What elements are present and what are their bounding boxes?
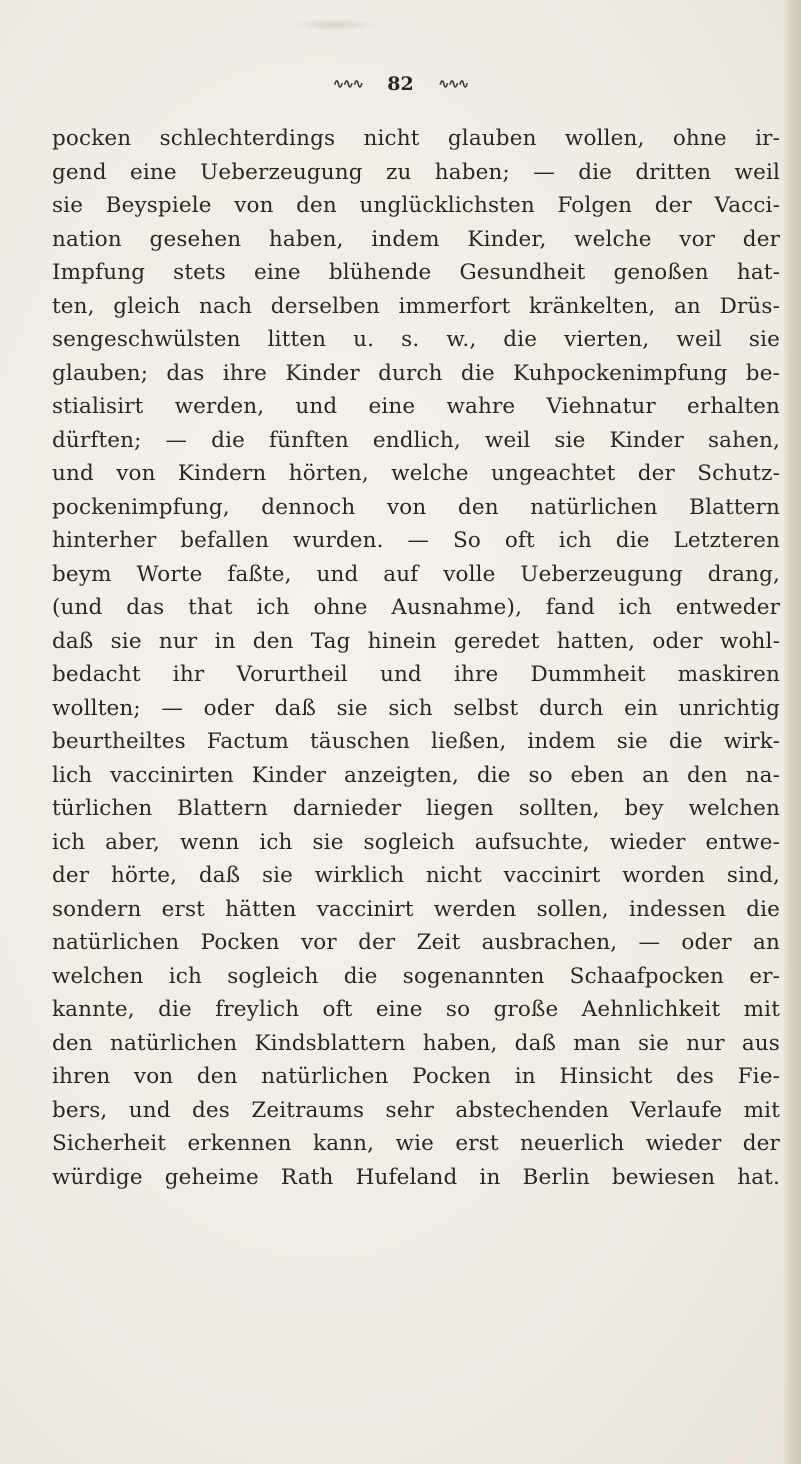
text-line: sondern erst hätten vaccinirt werden sollen, indessen die — [52, 896, 780, 922]
text-line: wollten; — oder daß sie sich selbst durch ein unrichtig — [52, 695, 780, 721]
text-line: welchen ich sogleich die sogenannten Schaafpocken er- — [52, 963, 780, 989]
text-line: (und das that ich ohne Ausnahme), fand ich entweder — [52, 595, 780, 620]
text-line: natürlichen Pocken vor der Zeit ausbrachen, — oder an — [52, 930, 780, 955]
text-line: der hörte, daß sie wirklich nicht vaccinirt worden sind, — [52, 863, 780, 888]
text-line: ten, gleich nach derselben immerfort kränkelten, an Drüs- — [52, 293, 780, 319]
page-header — [0, 72, 801, 100]
text-line: nation gesehen haben, indem Kinder, welche vor der — [52, 226, 780, 252]
text-line: ihren von den natürlichen Pocken in Hinsicht des Fie- — [52, 1064, 780, 1089]
text-line: sengeschwülsten litten u. s. w., die vierten, weil sie — [52, 327, 780, 352]
page-number: 82 — [387, 73, 414, 95]
text-line: glauben; das ihre Kinder durch die Kuhpockenimpfung be- — [52, 360, 780, 386]
text-line: dürften; — die fünften endlich, weil sie Kinder sahen, — [52, 427, 780, 453]
text-line: pockenimpfung, dennoch von den natürlichen Blattern — [52, 494, 780, 520]
text-line: beym Worte faßte, und auf volle Ueberzeugung drang, — [52, 561, 780, 587]
text-line: hinterher befallen wurden. — So oft ich die Letzteren — [52, 528, 780, 553]
text-line: und von Kindern hörten, welche ungeachtet der Schutz- — [52, 461, 780, 486]
text-line: bedacht ihr Vorurtheil und ihre Dummheit maskiren — [52, 662, 780, 687]
text-line: sie Beyspiele von den unglücklichsten Folgen der Vacci- — [52, 193, 780, 218]
text-line: daß sie nur in den Tag hinein geredet hatten, oder wohl- — [52, 628, 780, 654]
paper-stain — [290, 18, 380, 32]
text-line: pocken schlechterdings nicht glauben wollen, ohne ir- — [52, 126, 780, 151]
page-edge-shadow — [783, 0, 801, 1464]
text-line: Sicherheit erkennen kann, wie erst neuerlich wieder der — [52, 1131, 780, 1156]
text-line: stialisirt werden, und eine wahre Viehnatur erhalten — [52, 394, 780, 419]
text-line: gend eine Ueberzeugung zu haben; — die dritten weil — [52, 159, 780, 185]
text-line: den natürlichen Kindsblattern haben, daß man sie nur aus — [52, 1030, 780, 1056]
text-line: würdige geheime Rath Hufeland in Berlin bewiesen hat. — [52, 1164, 780, 1190]
body-text — [52, 122, 780, 1194]
text-line: kannte, die freylich oft eine so große Aehnlichkeit mit — [52, 997, 780, 1022]
text-line: Impfung stets eine blühende Gesundheit genoßen hat- — [52, 260, 780, 285]
text-line: ich aber, wenn ich sie sogleich aufsuchte, wieder entwe- — [52, 829, 780, 855]
ornament-right: ∿∿∿ — [438, 76, 469, 92]
text-line: lich vaccinirten Kinder anzeigten, die so eben an den na- — [52, 762, 780, 788]
text-line: beurtheiltes Factum täuschen ließen, indem sie die wirk- — [52, 729, 780, 754]
text-line: türlichen Blattern darnieder liegen sollten, bey welchen — [52, 796, 780, 821]
ornament-left: ∿∿∿ — [332, 76, 363, 92]
text-line: bers, und des Zeitraums sehr abstechenden Verlaufe mit — [52, 1097, 780, 1123]
